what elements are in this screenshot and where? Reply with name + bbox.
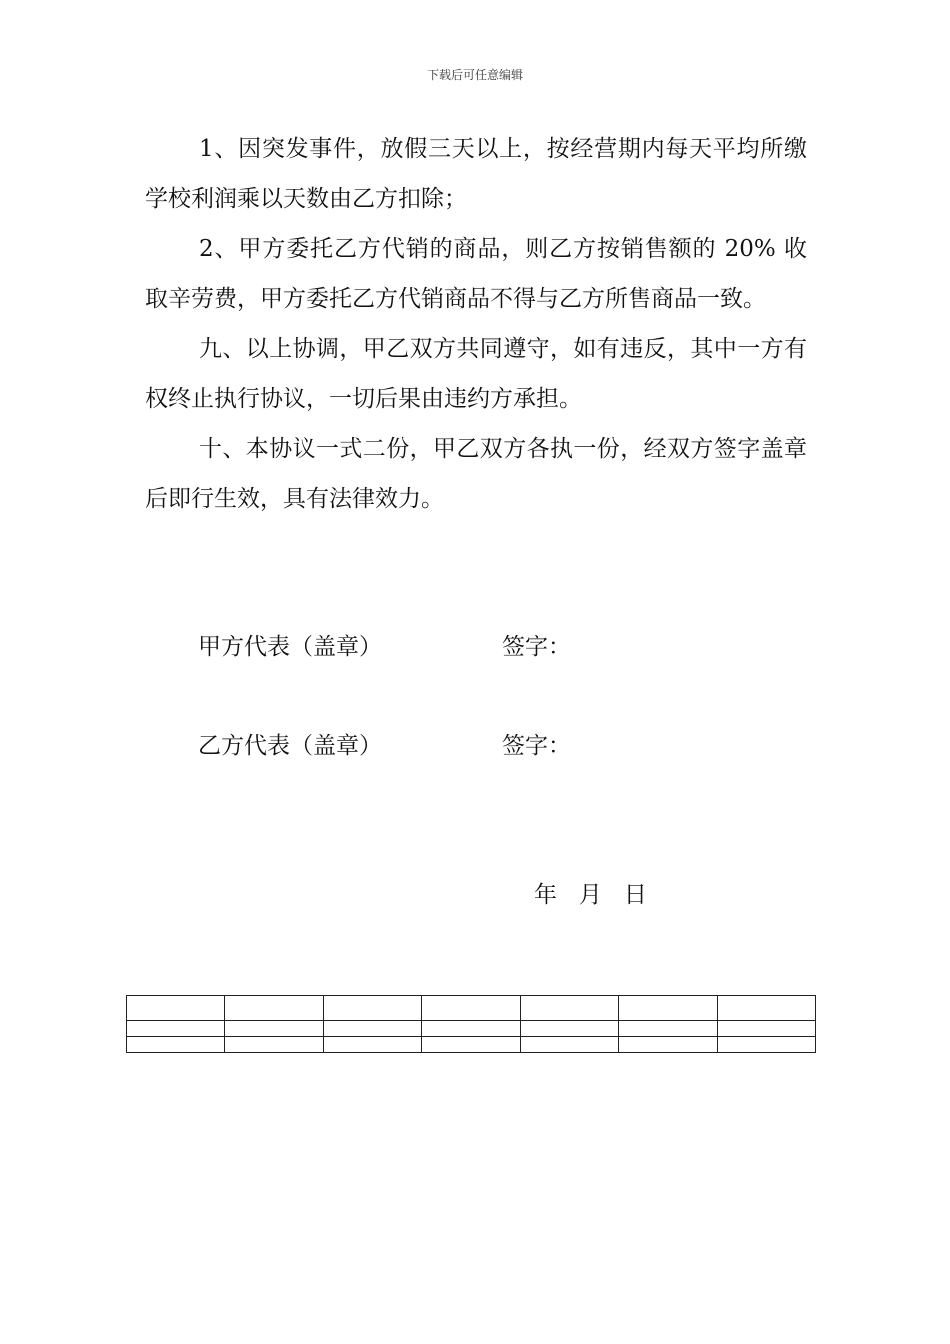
table-cell [619, 996, 717, 1021]
table-cell [520, 1021, 618, 1037]
table-cell [717, 1021, 815, 1037]
table-cell [225, 1021, 323, 1037]
table-row [127, 996, 816, 1021]
page-header: 下载后可任意编辑 [426, 68, 523, 82]
table-cell [619, 1037, 717, 1053]
table-cell [520, 1037, 618, 1053]
table-cell [520, 996, 618, 1021]
table-cell [127, 1037, 225, 1053]
table-cell [619, 1021, 717, 1037]
table-row [127, 1037, 816, 1053]
table-cell [422, 1021, 520, 1037]
clause-2: 2、甲方委托乙方代销的商品，则乙方按销售额的 20% 收取辛劳费，甲方委托乙方代销商品不得与乙方所售商品一致。 [145, 236, 807, 312]
table-cell [717, 1037, 815, 1053]
clause-9: 九、以上协调，甲乙双方共同遵守，如有违反，其中一方有权终止执行协议，一切后果由违约方承担。 [145, 336, 807, 412]
table-cell [323, 1021, 421, 1037]
table-cell [127, 996, 225, 1021]
table-row [127, 1021, 816, 1037]
table-cell [717, 996, 815, 1021]
document-body [145, 124, 807, 524]
blank-table [126, 995, 816, 1053]
party-b-sign-label: 签字： [502, 733, 571, 759]
table-cell [225, 1037, 323, 1053]
table-cell [422, 1037, 520, 1053]
table-cell [323, 1037, 421, 1053]
clause-1: 1、因突发事件，放假三天以上，按经营期内每天平均所缴学校利润乘以天数由乙方扣除； [145, 136, 807, 212]
table-cell [323, 996, 421, 1021]
party-a-label: 甲方代表（盖章） [198, 634, 382, 660]
table-cell [225, 996, 323, 1021]
party-b-label: 乙方代表（盖章） [198, 733, 382, 759]
date-line: 年 月 日 [534, 882, 647, 908]
clause-10: 十、本协议一式二份，甲乙双方各执一份，经双方签字盖章后即行生效，具有法律效力。 [145, 436, 807, 512]
table-cell [127, 1021, 225, 1037]
table-cell [422, 996, 520, 1021]
party-a-sign-label: 签字： [502, 634, 571, 660]
